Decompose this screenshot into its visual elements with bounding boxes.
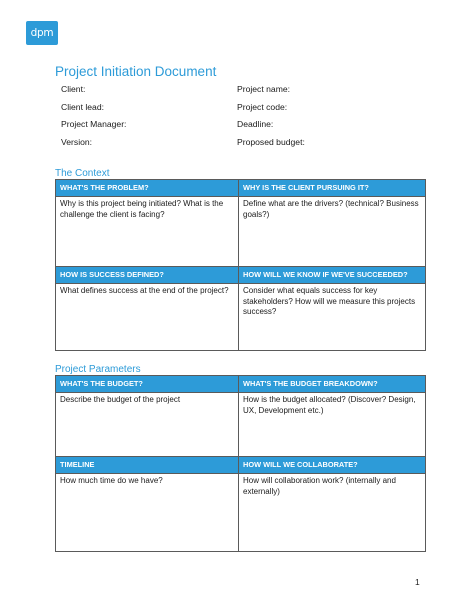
client-field-label: Client: — [61, 84, 86, 94]
page-number: 1 — [415, 577, 420, 587]
success-definition-header: HOW IS SUCCESS DEFINED? — [56, 267, 239, 284]
parameters-section-heading: Project Parameters — [55, 364, 141, 375]
collaboration-cell[interactable]: How will collaboration work? (internally and externally) — [239, 474, 426, 552]
table-header-row — [56, 457, 426, 474]
document-title: Project Initiation Document — [55, 64, 217, 79]
project-manager-field-label: Project Manager: — [61, 119, 127, 129]
table-header-row — [56, 376, 426, 393]
budget-cell[interactable]: Describe the budget of the project — [56, 393, 239, 457]
table-header-row — [56, 267, 426, 284]
table-row — [56, 474, 426, 552]
table-row — [56, 393, 426, 457]
parameters-table — [55, 375, 426, 552]
success-measure-cell[interactable]: Consider what equals success for key stakeholders? How will we measure this projects success? — [239, 284, 426, 351]
client-lead-field-label: Client lead: — [61, 102, 104, 112]
client-motivation-header: WHY IS THE CLIENT PURSUING IT? — [239, 180, 426, 197]
version-field-label: Version: — [61, 137, 93, 147]
timeline-cell[interactable]: How much time do we have? — [56, 474, 239, 552]
budget-header: WHAT'S THE BUDGET? — [56, 376, 239, 393]
success-definition-cell[interactable]: What defines success at the end of the project? — [56, 284, 239, 351]
problem-header: WHAT'S THE PROBLEM? — [56, 180, 239, 197]
table-row — [56, 284, 426, 351]
dpm-logo: dpm — [26, 21, 58, 45]
success-measure-header: HOW WILL WE KNOW IF WE'VE SUCCEEDED? — [239, 267, 426, 284]
context-table — [55, 179, 426, 351]
proposed-budget-field-label: Proposed budget: — [237, 137, 305, 147]
timeline-header: TIMELINE — [56, 457, 239, 474]
project-code-field-label: Project code: — [237, 102, 288, 112]
client-motivation-cell[interactable]: Define what are the drivers? (technical? Business goals?) — [239, 197, 426, 267]
budget-breakdown-header: WHAT'S THE BUDGET BREAKDOWN? — [239, 376, 426, 393]
collaboration-header: HOW WILL WE COLLABORATE? — [239, 457, 426, 474]
context-section-heading: The Context — [55, 168, 110, 179]
problem-cell[interactable]: Why is this project being initiated? What is the challenge the client is facing? — [56, 197, 239, 267]
deadline-field-label: Deadline: — [237, 119, 274, 129]
budget-breakdown-cell[interactable]: How is the budget allocated? (Discover? Design, UX, Development etc.) — [239, 393, 426, 457]
table-row — [56, 197, 426, 267]
table-header-row — [56, 180, 426, 197]
project-name-field-label: Project name: — [237, 84, 291, 94]
